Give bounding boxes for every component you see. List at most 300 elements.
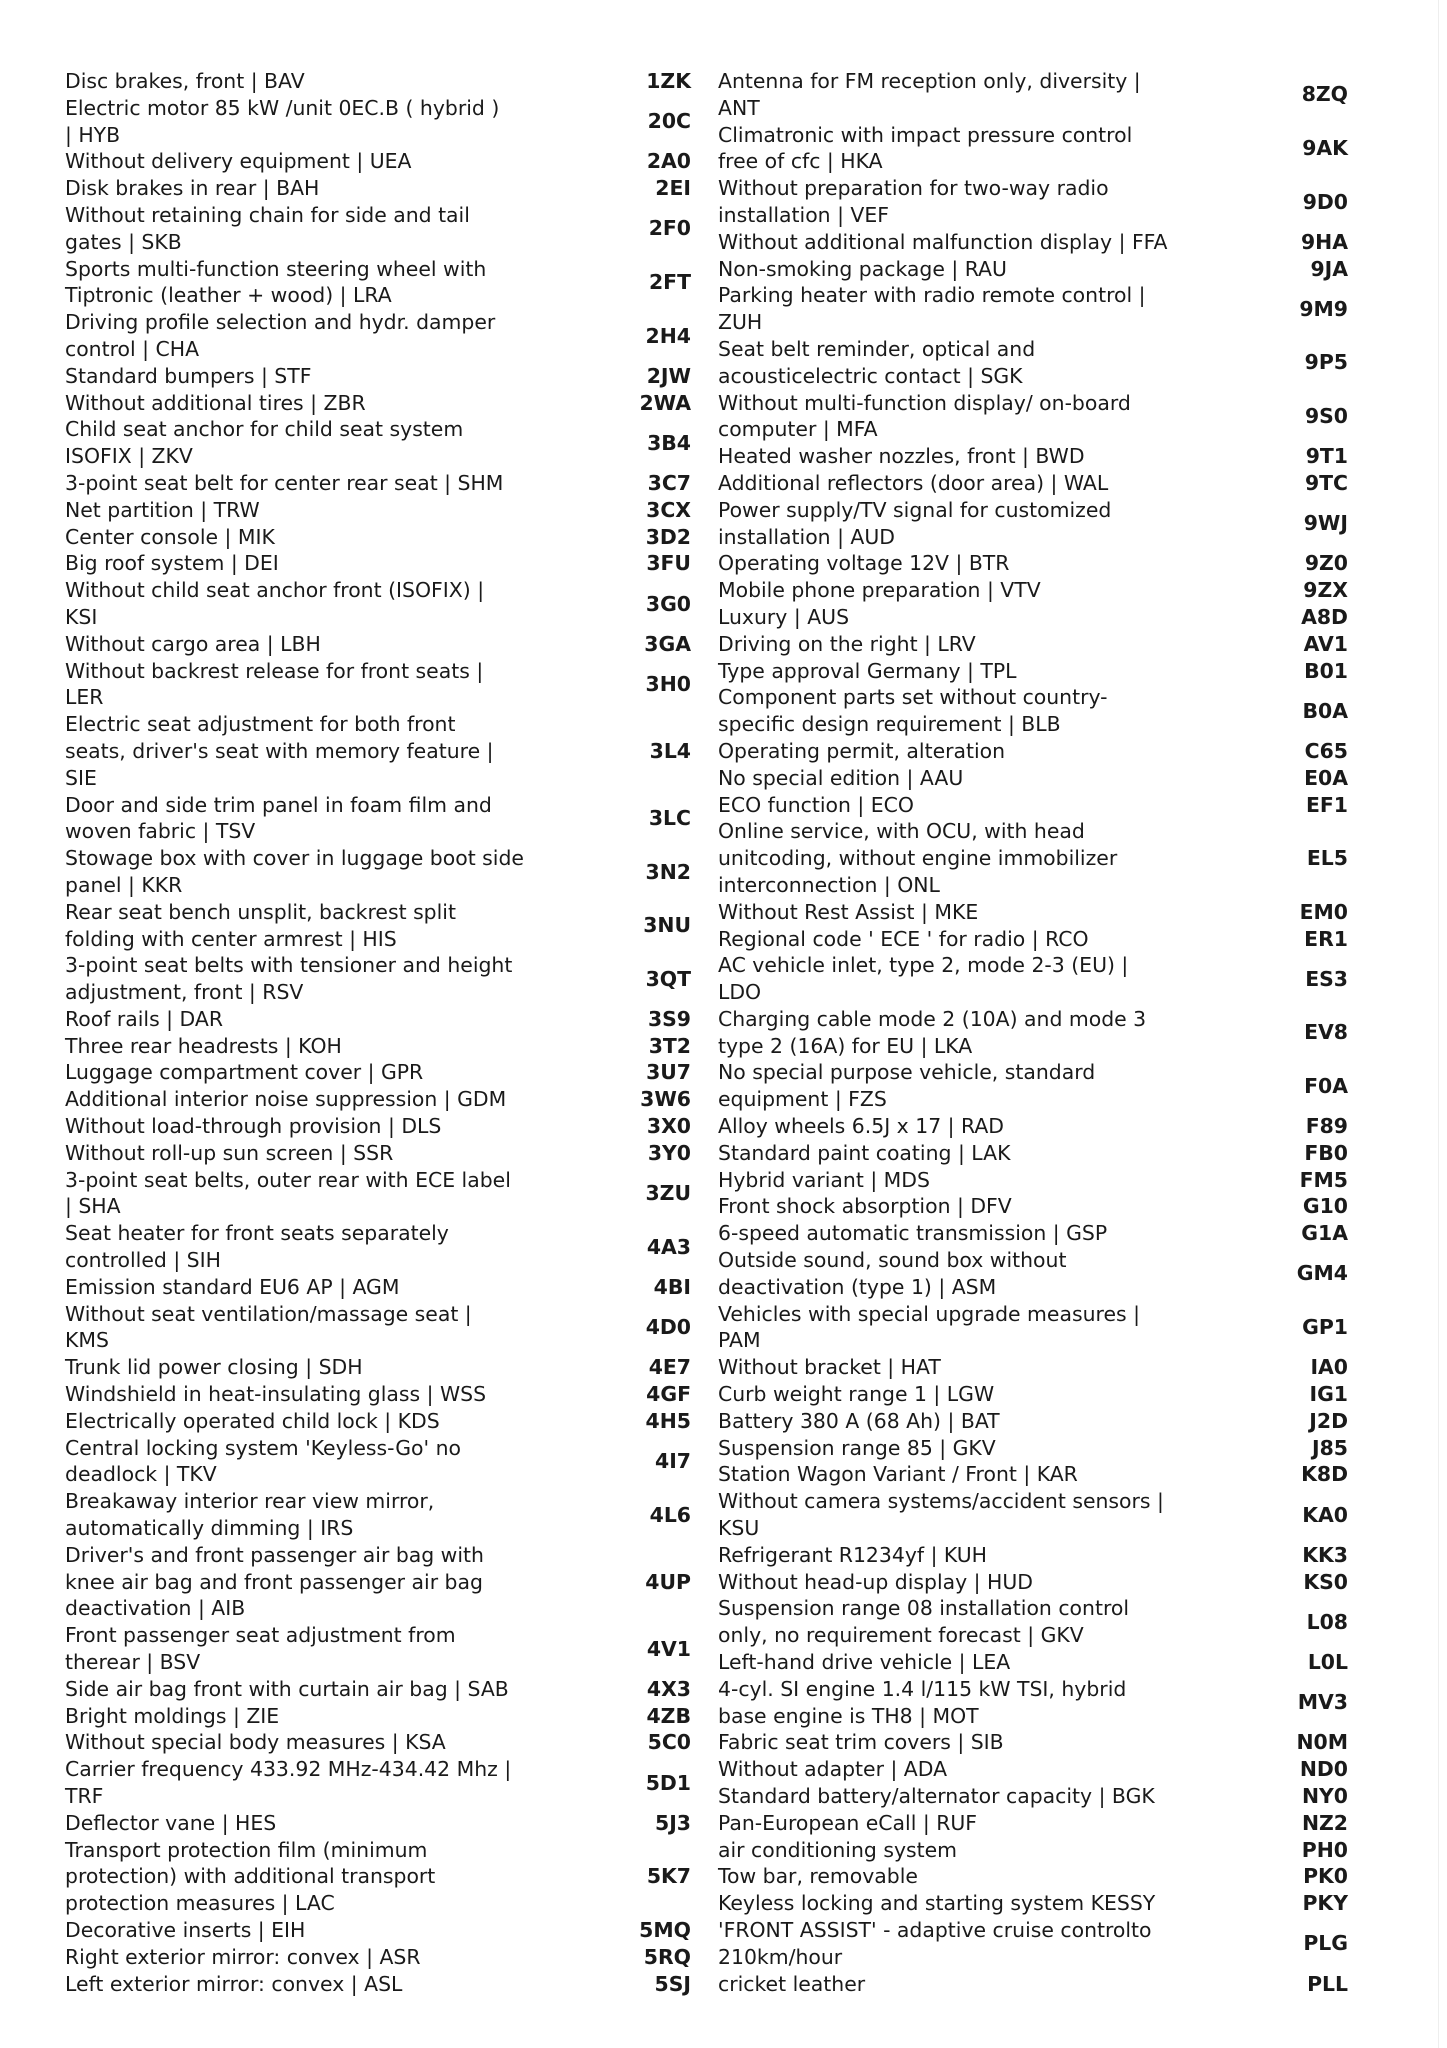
equipment-code: KA0 [1302, 1502, 1348, 1527]
equipment-code: AV1 [1303, 631, 1348, 656]
left-column [65, 68, 691, 1997]
equipment-code: 5D1 [645, 1770, 691, 1795]
equipment-description: Charging cable mode 2 (10A) and mode 3 type 2 (16A) for EU | LKA [718, 1006, 1147, 1058]
equipment-description: Central locking system 'Keyless-Go' no deadlock | TKV [65, 1435, 461, 1487]
equipment-description: No special edition | AAU [718, 765, 964, 790]
equipment-description: Transport protection film (minimum protection) with additional transport protection measures | LAC [65, 1837, 436, 1916]
equipment-row [65, 1381, 691, 1408]
equipment-code: 2JW [646, 363, 691, 388]
equipment-description: Electrically operated child lock | KDS [65, 1408, 440, 1433]
equipment-description: Seat heater for front seats separately controlled | SIH [65, 1221, 449, 1273]
equipment-description: Without backrest release for front seats | LER [65, 658, 484, 710]
equipment-description: Without adapter | ADA [718, 1757, 948, 1782]
equipment-code: 4I7 [655, 1449, 691, 1474]
equipment-code: 4L6 [649, 1502, 691, 1527]
equipment-row [718, 1354, 1348, 1381]
equipment-description: Without additional malfunction display | FFA [718, 229, 1168, 254]
equipment-row [65, 550, 691, 577]
equipment-row [65, 68, 691, 95]
equipment-description: Front passenger seat adjustment from therear | BSV [65, 1623, 456, 1675]
equipment-row [65, 899, 691, 953]
equipment-description: Power supply/TV signal for customized installation | AUD [718, 497, 1112, 549]
equipment-row [718, 1971, 1348, 1998]
equipment-code: 3FU [646, 551, 691, 576]
equipment-code: 4UP [645, 1569, 691, 1594]
equipment-row [65, 1435, 691, 1489]
equipment-description: 'FRONT ASSIST' - adaptive cruise controlto 210km/hour [718, 1917, 1152, 1969]
equipment-description: 4-cyl. SI engine 1.4 l/115 kW TSI, hybrid base engine is TH8 | MOT [718, 1676, 1127, 1728]
equipment-row [65, 95, 691, 149]
equipment-row [718, 1542, 1348, 1569]
equipment-code: F0A [1304, 1073, 1348, 1098]
equipment-code: 4H5 [645, 1408, 691, 1433]
equipment-row [65, 1006, 691, 1033]
equipment-code: 3QT [645, 966, 691, 991]
equipment-row [718, 229, 1348, 256]
equipment-row [65, 1971, 691, 1998]
equipment-description: Without retaining chain for side and tail gates | SKB [65, 202, 470, 254]
equipment-description: Pan-European eCall | RUF [718, 1810, 978, 1835]
equipment-row [65, 1354, 691, 1381]
equipment-description: Fabric seat trim covers | SIB [718, 1730, 1004, 1755]
equipment-row [718, 1220, 1348, 1247]
equipment-description: Standard battery/alternator capacity | BGK [718, 1784, 1155, 1808]
equipment-description: Driving on the right | LRV [718, 631, 976, 656]
equipment-description: Without camera systems/accident sensors | KSU [718, 1489, 1164, 1541]
equipment-code: NZ2 [1301, 1810, 1348, 1835]
equipment-code: 20C [647, 109, 691, 134]
equipment-row [65, 792, 691, 846]
equipment-row [718, 926, 1348, 953]
equipment-row [718, 765, 1348, 792]
equipment-row [65, 1837, 691, 1917]
equipment-description: Without additional tires | ZBR [65, 390, 366, 415]
equipment-description: Deflector vane | HES [65, 1810, 277, 1835]
equipment-row [718, 1569, 1348, 1596]
equipment-row [65, 1167, 691, 1221]
equipment-description: Rear seat bench unsplit, backrest split folding with center armrest | HIS [65, 899, 456, 951]
equipment-description: Operating voltage 12V | BTR [718, 551, 1010, 576]
equipment-description: Without roll-up sun screen | SSR [65, 1140, 394, 1165]
equipment-description: Standard paint coating | LAK [718, 1140, 1011, 1165]
equipment-description: Suspension range 08 installation control only, no requirement forecast | GKV [718, 1596, 1130, 1648]
equipment-row [718, 1810, 1348, 1837]
equipment-description: Right exterior mirror: convex | ASR [65, 1944, 421, 1969]
equipment-code: G10 [1302, 1194, 1348, 1219]
equipment-row [718, 175, 1348, 229]
equipment-row [65, 1703, 691, 1730]
equipment-row [65, 390, 691, 417]
equipment-description: Door and side trim panel in foam film and woven fabric | TSV [65, 792, 492, 844]
equipment-description: Sports multi-function steering wheel with Tiptronic (leather + wood) | LRA [65, 256, 487, 308]
equipment-row [65, 1488, 691, 1542]
equipment-code: 9T1 [1305, 444, 1348, 469]
equipment-description: Station Wagon Variant / Front | KAR [718, 1462, 1078, 1487]
equipment-description: Breakaway interior rear view mirror, automatically dimming | IRS [65, 1489, 435, 1541]
equipment-code: 3NU [643, 913, 691, 938]
equipment-row [65, 1917, 691, 1944]
equipment-code: 3N2 [645, 859, 691, 884]
equipment-row [65, 845, 691, 899]
equipment-row [65, 1756, 691, 1810]
equipment-description: Left exterior mirror: convex | ASL [65, 1971, 403, 1996]
equipment-row [718, 1381, 1348, 1408]
equipment-description: Bright moldings | ZIE [65, 1703, 280, 1728]
equipment-code: 4GF [646, 1382, 691, 1407]
equipment-code: IG1 [1309, 1382, 1348, 1407]
equipment-row [65, 658, 691, 712]
equipment-row [65, 577, 691, 631]
equipment-row [718, 684, 1348, 738]
equipment-row [718, 1006, 1348, 1060]
equipment-code: B0A [1302, 698, 1348, 723]
equipment-row [718, 1301, 1348, 1355]
equipment-description: AC vehicle inlet, type 2, mode 2-3 (EU) | LDO [718, 953, 1129, 1005]
equipment-code: IA0 [1310, 1355, 1348, 1380]
equipment-code: 4X3 [646, 1676, 691, 1701]
equipment-description: Electric seat adjustment for both front seats, driver's seat with memory feature | SIE [65, 712, 494, 790]
equipment-row [65, 470, 691, 497]
equipment-code: EV8 [1304, 1020, 1348, 1045]
equipment-description: Without Rest Assist | MKE [718, 899, 979, 924]
equipment-code: 9Z0 [1304, 551, 1348, 576]
equipment-code: PK0 [1303, 1864, 1348, 1889]
equipment-code: 2A0 [646, 149, 691, 174]
equipment-code: PKY [1302, 1891, 1348, 1916]
equipment-code: GM4 [1296, 1261, 1348, 1286]
equipment-code: G1A [1301, 1221, 1348, 1246]
equipment-row [718, 336, 1348, 390]
equipment-code: 3LC [648, 805, 691, 830]
equipment-description: Online service, with OCU, with head unitcoding, without engine immobilizer interconnection | ONL [718, 819, 1118, 897]
equipment-description: Hybrid variant | MDS [718, 1167, 930, 1192]
equipment-description: Disk brakes in rear | BAH [65, 176, 320, 201]
equipment-row [65, 148, 691, 175]
equipment-row [718, 1783, 1348, 1810]
equipment-description: No special purpose vehicle, standard equipment | FZS [718, 1060, 1096, 1112]
equipment-row [65, 416, 691, 470]
equipment-description: Without delivery equipment | UEA [65, 149, 412, 174]
equipment-description: Carrier frequency 433.92 MHz-434.42 Mhz | TRF [65, 1757, 512, 1808]
equipment-row [65, 1622, 691, 1676]
equipment-row [718, 68, 1348, 122]
equipment-code: 3G0 [645, 591, 691, 616]
equipment-code: 9HA [1300, 229, 1348, 254]
equipment-code: FM5 [1299, 1167, 1348, 1192]
equipment-description: Without cargo area | LBH [65, 631, 321, 656]
equipment-code: 3B4 [647, 430, 691, 455]
equipment-row [718, 952, 1348, 1006]
equipment-row [718, 604, 1348, 631]
equipment-description: Driver's and front passenger air bag with knee air bag and front passenger air bag deactivation | AIB [65, 1542, 484, 1621]
equipment-row [718, 1595, 1348, 1649]
equipment-description: Tow bar, removable [718, 1864, 918, 1889]
equipment-description: Type approval Germany | TPL [718, 658, 1017, 683]
equipment-code: KK3 [1302, 1542, 1348, 1567]
equipment-row [718, 899, 1348, 926]
equipment-description: Battery 380 A (68 Ah) | BAT [718, 1408, 1000, 1433]
equipment-description: 3-point seat belts with tensioner and height adjustment, front | RSV [65, 953, 513, 1005]
equipment-code: 2H4 [645, 323, 691, 348]
equipment-code: J85 [1312, 1435, 1348, 1460]
equipment-row [718, 122, 1348, 176]
equipment-description: Alloy wheels 6.5J x 17 | RAD [718, 1114, 1005, 1139]
equipment-row [718, 1488, 1348, 1542]
equipment-description: Roof rails | DAR [65, 1006, 223, 1031]
equipment-code: EF1 [1305, 792, 1348, 817]
equipment-row [65, 952, 691, 1006]
equipment-code: K8D [1301, 1462, 1348, 1487]
equipment-description: Suspension range 85 | GKV [718, 1435, 996, 1460]
equipment-description: Left-hand drive vehicle | LEA [718, 1650, 1011, 1675]
equipment-row [718, 577, 1348, 604]
equipment-code: 3ZU [645, 1181, 691, 1206]
equipment-row [65, 1059, 691, 1086]
equipment-row [65, 1220, 691, 1274]
equipment-description: 6-speed automatic transmission | GSP [718, 1221, 1108, 1246]
equipment-code: 5K7 [646, 1864, 691, 1889]
equipment-row [65, 1944, 691, 1971]
equipment-row [65, 363, 691, 390]
equipment-code: J2D [1309, 1408, 1348, 1433]
equipment-row [65, 1086, 691, 1113]
equipment-row [718, 1140, 1348, 1167]
equipment-row [65, 631, 691, 658]
equipment-code: PLG [1303, 1931, 1348, 1956]
equipment-row [718, 818, 1348, 898]
equipment-code: 3C7 [647, 470, 691, 495]
equipment-row [718, 738, 1348, 765]
scan-edge-line [1438, 0, 1439, 2048]
equipment-row [718, 792, 1348, 819]
equipment-row [65, 256, 691, 310]
equipment-code: ND0 [1299, 1757, 1348, 1782]
equipment-code: 3S9 [647, 1006, 691, 1031]
equipment-row [65, 1542, 691, 1622]
equipment-row [718, 1729, 1348, 1756]
equipment-code: 9WJ [1303, 511, 1348, 536]
equipment-code: 2F0 [648, 216, 691, 241]
equipment-description: Additional reflectors (door area) | WAL [718, 470, 1109, 495]
equipment-code: 3L4 [649, 738, 691, 763]
equipment-code: 3Y0 [647, 1140, 691, 1165]
equipment-code: 4V1 [646, 1636, 691, 1661]
equipment-code: 4A3 [646, 1234, 691, 1259]
equipment-description: Without load-through provision | DLS [65, 1114, 442, 1139]
equipment-description: Mobile phone preparation | VTV [718, 578, 1041, 603]
equipment-description: Front shock absorption | DFV [718, 1194, 1012, 1219]
equipment-row [718, 390, 1348, 444]
equipment-code: 9TC [1304, 470, 1348, 495]
equipment-row [65, 1810, 691, 1837]
equipment-code: 9M9 [1299, 296, 1348, 321]
equipment-code: 4D0 [645, 1315, 691, 1340]
equipment-code: 3GA [644, 631, 691, 656]
equipment-code: 3U7 [646, 1060, 691, 1085]
equipment-description: Standard bumpers | STF [65, 363, 312, 388]
equipment-row [718, 1461, 1348, 1488]
equipment-code: 5MQ [639, 1917, 691, 1942]
equipment-row [65, 1033, 691, 1060]
equipment-description: Luggage compartment cover | GPR [65, 1060, 424, 1085]
right-column [718, 68, 1348, 1997]
equipment-description: Side air bag front with curtain air bag | SAB [65, 1676, 509, 1701]
equipment-row [718, 1917, 1348, 1971]
equipment-description: ECO function | ECO [718, 792, 914, 817]
equipment-row [65, 1113, 691, 1140]
equipment-code: N0M [1296, 1730, 1348, 1755]
equipment-code: ER1 [1304, 926, 1348, 951]
equipment-description: Keyless locking and starting system KESSY [718, 1891, 1156, 1916]
equipment-row [65, 1676, 691, 1703]
equipment-row [718, 1676, 1348, 1730]
equipment-row [65, 1408, 691, 1435]
equipment-description: cricket leather [718, 1971, 866, 1996]
equipment-description: Child seat anchor for child seat system ISOFIX | ZKV [65, 417, 464, 469]
equipment-description: Stowage box with cover in luggage boot side panel | KKR [65, 846, 524, 897]
equipment-code: 4E7 [648, 1355, 691, 1380]
equipment-description: Non-smoking package | RAU [718, 256, 1007, 281]
equipment-description: Operating permit, alteration [718, 738, 1006, 763]
equipment-row [718, 256, 1348, 283]
equipment-description: Without seat ventilation/massage seat | KMS [65, 1301, 472, 1353]
equipment-row [65, 1140, 691, 1167]
equipment-code: 3D2 [645, 524, 691, 549]
equipment-description: Without bracket | HAT [718, 1355, 941, 1380]
equipment-code: 5C0 [647, 1730, 691, 1755]
equipment-description: Windshield in heat-insulating glass | WSS [65, 1382, 487, 1407]
equipment-code: EL5 [1306, 846, 1348, 871]
equipment-description: Without special body measures | KSA [65, 1730, 446, 1755]
equipment-row [718, 1167, 1348, 1194]
equipment-row [65, 1301, 691, 1355]
equipment-row [718, 1863, 1348, 1890]
equipment-code: FB0 [1304, 1140, 1348, 1165]
equipment-description: Outside sound, sound box without deactivation (type 1) | ASM [718, 1248, 1067, 1299]
equipment-code: MV3 [1297, 1690, 1348, 1715]
equipment-row [65, 309, 691, 363]
equipment-description: Without child seat anchor front (ISOFIX) | KSI [65, 578, 485, 629]
equipment-code: PLL [1307, 1971, 1348, 1996]
equipment-row [718, 1059, 1348, 1113]
equipment-code: 9P5 [1304, 350, 1348, 375]
equipment-description: Luxury | AUS [718, 604, 850, 629]
equipment-code: E0A [1304, 765, 1348, 790]
equipment-code: 9JA [1310, 256, 1348, 281]
equipment-description: Three rear headrests | KOH [65, 1033, 342, 1058]
equipment-code: 2FT [648, 269, 691, 294]
equipment-code: L0L [1307, 1650, 1348, 1675]
equipment-row [65, 524, 691, 551]
equipment-code: NY0 [1301, 1784, 1348, 1808]
equipment-description: Heated washer nozzles, front | BWD [718, 444, 1085, 469]
equipment-row [718, 1113, 1348, 1140]
equipment-row [718, 1890, 1348, 1917]
equipment-description: Without preparation for two-way radio installation | VEF [718, 176, 1109, 227]
equipment-row [718, 470, 1348, 497]
equipment-description: Decorative inserts | EIH [65, 1917, 306, 1942]
equipment-code: 5RQ [643, 1944, 691, 1969]
equipment-row [65, 497, 691, 524]
equipment-row [718, 443, 1348, 470]
equipment-row [718, 1435, 1348, 1462]
equipment-row [718, 1837, 1348, 1864]
equipment-description: Big roof system | DEI [65, 551, 279, 576]
equipment-row [718, 550, 1348, 577]
equipment-description: Refrigerant R1234yf | KUH [718, 1542, 988, 1567]
equipment-description: Driving profile selection and hydr. damper control | CHA [65, 310, 496, 361]
equipment-code: L08 [1306, 1609, 1348, 1634]
equipment-description: Parking heater with radio remote control | ZUH [718, 283, 1146, 335]
equipment-description: Component parts set without country- specific design requirement | BLB [718, 685, 1108, 737]
equipment-row [718, 1247, 1348, 1301]
equipment-code: 3W6 [640, 1087, 691, 1112]
equipment-code: KS0 [1303, 1569, 1348, 1594]
equipment-row [65, 202, 691, 256]
equipment-description: Climatronic with impact pressure control free of cfc | HKA [718, 122, 1133, 174]
equipment-code: A8D [1301, 604, 1348, 629]
equipment-code: C65 [1304, 738, 1348, 763]
equipment-code: 2WA [639, 390, 691, 415]
equipment-row [718, 1408, 1348, 1435]
equipment-code: B01 [1304, 658, 1348, 683]
equipment-code: 8ZQ [1301, 82, 1348, 107]
equipment-row [65, 175, 691, 202]
equipment-description: Antenna for FM reception only, diversity | ANT [718, 69, 1141, 120]
equipment-row [65, 1729, 691, 1756]
equipment-description: Center console | MIK [65, 524, 275, 549]
equipment-description: Net partition | TRW [65, 497, 260, 522]
equipment-description: Without multi-function display/ on-board computer | MFA [718, 390, 1131, 442]
equipment-code: PH0 [1301, 1837, 1348, 1862]
equipment-description: air conditioning system [718, 1837, 958, 1862]
equipment-code: 3T2 [648, 1033, 691, 1058]
equipment-code: 9AK [1302, 135, 1348, 160]
equipment-code: 9ZX [1303, 578, 1348, 603]
equipment-code: 9D0 [1302, 189, 1348, 214]
equipment-row [718, 1193, 1348, 1220]
equipment-description: Curb weight range 1 | LGW [718, 1382, 995, 1407]
equipment-code: 4BI [653, 1274, 691, 1299]
equipment-code: 3H0 [645, 671, 691, 696]
equipment-code: 2EI [655, 176, 691, 201]
equipment-row [65, 1274, 691, 1301]
equipment-row [718, 1649, 1348, 1676]
equipment-code: 3X0 [646, 1114, 691, 1139]
equipment-description: Regional code ' ECE ' for radio | RCO [718, 926, 1089, 951]
equipment-description: Trunk lid power closing | SDH [65, 1355, 363, 1380]
equipment-row [718, 658, 1348, 685]
equipment-description: 3-point seat belts, outer rear with ECE label | SHA [65, 1167, 511, 1219]
equipment-code: ES3 [1305, 966, 1348, 991]
equipment-code: 4ZB [646, 1703, 691, 1728]
equipment-row [718, 1756, 1348, 1783]
equipment-code: 9S0 [1304, 403, 1348, 428]
equipment-code: 1ZK [646, 69, 691, 93]
equipment-description: Emission standard EU6 AP | AGM [65, 1274, 400, 1299]
equipment-description: Additional interior noise suppression | GDM [65, 1087, 507, 1112]
equipment-row [718, 282, 1348, 336]
equipment-code: 5J3 [655, 1810, 691, 1835]
equipment-row [65, 711, 691, 791]
equipment-description: Seat belt reminder, optical and acousticelectric contact | SGK [718, 336, 1036, 388]
equipment-code: EM0 [1299, 899, 1348, 924]
equipment-code: F89 [1305, 1114, 1348, 1139]
equipment-code: 3CX [646, 497, 691, 522]
equipment-row [718, 631, 1348, 658]
equipment-description: Disc brakes, front | BAV [65, 69, 305, 93]
equipment-code: GP1 [1302, 1315, 1348, 1340]
